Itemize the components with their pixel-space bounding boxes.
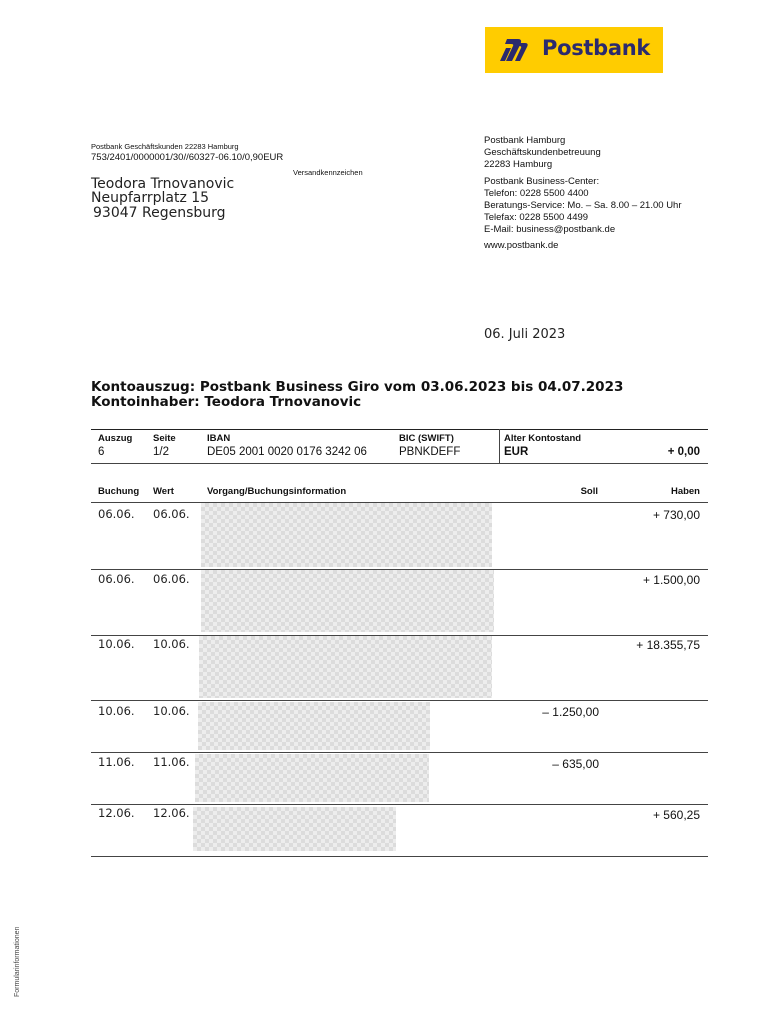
row-buchung: 12.06. — [98, 806, 135, 820]
row-buchung: 10.06. — [98, 704, 135, 718]
auszug-value: 6 — [98, 446, 105, 458]
row-wert: 06.06. — [153, 572, 190, 586]
row-haben: + 18.355,75 — [636, 638, 700, 652]
row-soll: – 1.250,00 — [542, 705, 599, 719]
redacted-info — [199, 636, 492, 698]
bank-email[interactable]: E-Mail: business@postbank.de — [484, 224, 616, 235]
statement-title: Kontoauszug: Postbank Business Giro vom 03.06.2023 bis 04.07.2023 — [91, 379, 624, 395]
row-wert: 11.06. — [153, 755, 190, 769]
row-haben: + 1.500,00 — [642, 573, 700, 587]
sender-reference: 753/2401/0000001/30//60327-06.10/0,90EUR — [91, 152, 284, 163]
currency: EUR — [504, 446, 529, 458]
redacted-info — [201, 570, 494, 632]
row-buchung: 06.06. — [98, 507, 135, 521]
bank-info — [484, 135, 744, 252]
old-balance-label: Alter Kontostand — [504, 433, 582, 444]
versand-label: Versandkennzeichen — [293, 168, 363, 177]
account-holder: Kontoinhaber: Teodora Trnovanovic — [91, 394, 362, 410]
row-rule — [91, 700, 708, 701]
col-wert: Wert — [153, 486, 174, 497]
iban-value: DE05 2001 0020 0176 3242 06 — [207, 446, 367, 458]
recipient-city: 93047 Regensburg — [93, 205, 226, 221]
col-vorgang: Vorgang/Buchungsinformation — [207, 486, 347, 497]
letter-date: 06. Juli 2023 — [484, 327, 566, 342]
bic-label: BIC (SWIFT) — [399, 433, 454, 444]
header-divider — [499, 429, 500, 464]
row-buchung: 10.06. — [98, 637, 135, 651]
form-info-label: Formularinformationen — [14, 926, 21, 997]
row-wert: 06.06. — [153, 507, 190, 521]
logo-wordmark: Postbank — [542, 36, 651, 60]
bank-info-line: Geschäftskundenbetreuung — [484, 147, 601, 158]
bank-website[interactable]: www.postbank.de — [484, 240, 559, 251]
bank-info-line: Postbank Hamburg — [484, 135, 566, 146]
bank-center-line: Telefax: 0228 5500 4499 — [484, 212, 589, 223]
redacted-info — [201, 503, 492, 567]
row-haben: + 730,00 — [652, 508, 700, 522]
bank-info-line: 22283 Hamburg — [484, 159, 553, 170]
old-balance-value: + 0,00 — [667, 446, 700, 458]
bank-center-line: Beratungs-Service: Mo. – Sa. 8.00 – 21.00 Uhr — [484, 200, 682, 211]
redacted-info — [198, 702, 430, 750]
iban-label: IBAN — [207, 433, 231, 444]
postbank-logo-icon — [498, 37, 530, 63]
seite-value: 1/2 — [153, 446, 169, 458]
sender-line: Postbank Geschäftskunden 22283 Hamburg — [91, 142, 239, 151]
row-buchung: 06.06. — [98, 572, 135, 586]
row-haben: + 560,25 — [652, 808, 700, 822]
redacted-info — [193, 807, 396, 851]
row-wert: 12.06. — [153, 806, 190, 820]
recipient-street: Neupfarrplatz 15 — [91, 190, 210, 206]
col-buchung: Buchung — [98, 486, 140, 497]
bank-center-line: Telefon: 0228 5500 4400 — [484, 188, 589, 199]
row-soll: – 635,00 — [552, 757, 599, 771]
col-haben: Haben — [670, 486, 700, 497]
bic-value: PBNKDEFF — [399, 446, 461, 458]
redacted-info — [195, 754, 429, 802]
bank-center-line: Postbank Business-Center: — [484, 176, 600, 187]
postbank-logo — [485, 27, 663, 73]
row-wert: 10.06. — [153, 704, 190, 718]
row-buchung: 11.06. — [98, 755, 135, 769]
header-bottom-rule — [91, 463, 708, 464]
row-rule — [91, 752, 708, 753]
table-bottom-rule — [91, 856, 708, 857]
row-wert: 10.06. — [153, 637, 190, 651]
seite-label: Seite — [153, 433, 176, 444]
header-top-rule — [91, 429, 708, 430]
recipient-name: Teodora Trnovanovic — [91, 176, 235, 192]
col-soll: Soll — [580, 486, 598, 497]
auszug-label: Auszug — [98, 433, 133, 444]
row-rule — [91, 804, 708, 805]
